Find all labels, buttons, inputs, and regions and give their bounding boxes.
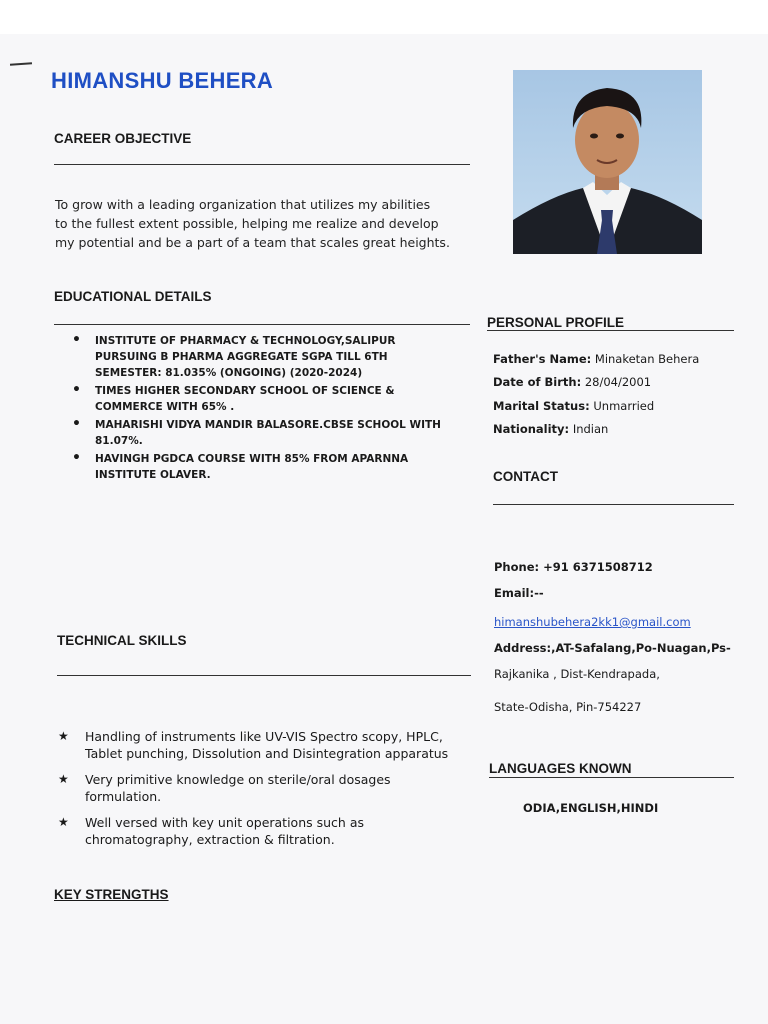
key-strengths-heading: KEY STRENGTHS — [54, 887, 169, 902]
skill-text: Well versed with key unit operations such as chromatography, extraction & filtration. — [85, 815, 364, 847]
father-label: Father's Name: — [493, 352, 592, 366]
profile-photo — [513, 70, 702, 254]
date-of-birth — [493, 375, 651, 389]
father-name — [493, 352, 699, 366]
career-line-2: to the fullest extent possible, helping me realize and develop — [55, 216, 439, 231]
address-line-3: State-Odisha, Pin-754227 — [494, 700, 642, 714]
education-heading: EDUCATIONAL DETAILS — [54, 289, 212, 304]
address-line-2: Rajkanika , Dist-Kendrapada, — [494, 667, 660, 681]
address-line-1: Address:,AT-Safalang,Po-Nuagan,Ps- — [494, 641, 731, 655]
profile-rule — [487, 330, 734, 331]
education-rule — [54, 324, 470, 325]
skill-item — [58, 814, 468, 848]
star-icon: ★ — [58, 815, 69, 829]
skill-text: Very primitive knowledge on sterile/oral dosages formulation. — [85, 772, 391, 804]
contact-heading: CONTACT — [493, 469, 558, 484]
career-line-1: To grow with a leading organization that utilizes my abilities — [55, 197, 431, 212]
skills-list — [58, 728, 468, 857]
skill-item — [58, 728, 468, 762]
education-list — [72, 333, 457, 485]
education-item: • MAHARISHI VIDYA MANDIR BALASORE.CBSE SCHOOL WITH 81.07%. — [72, 417, 457, 449]
email-link[interactable]: himanshubehera2kk1@gmail.com — [494, 615, 691, 629]
dob-label: Date of Birth: — [493, 375, 582, 389]
email-label: Email:-- — [494, 586, 544, 600]
skill-item — [58, 771, 468, 805]
marital-value: Unmarried — [593, 399, 655, 413]
nationality-value: Indian — [572, 422, 609, 436]
nationality — [493, 422, 608, 436]
pen-mark — [10, 62, 32, 66]
phone: Phone: +91 6371508712 — [494, 560, 653, 574]
father-value: Minaketan Behera — [594, 352, 700, 366]
marital-label: Marital Status: — [493, 399, 590, 413]
star-icon: ★ — [58, 729, 69, 743]
career-objective-text — [55, 195, 475, 252]
dob-value: 28/04/2001 — [584, 375, 652, 389]
education-item: • HAVINGH PGDCA COURSE WITH 85% FROM APARNNA INSTITUTE OLAVER. — [72, 451, 457, 483]
candidate-name: HIMANSHU BEHERA — [51, 68, 274, 93]
marital-status — [493, 399, 654, 413]
education-item: • INSTITUTE OF PHARMACY & TECHNOLOGY,SALIPUR PURSUING B PHARMA AGGREGATE SGPA TILL 6TH SEMESTER: 81.035% (ONGOING) (2020-2024) — [72, 333, 457, 381]
contact-rule — [493, 504, 734, 505]
star-icon: ★ — [58, 772, 69, 786]
technical-skills-heading: TECHNICAL SKILLS — [57, 633, 187, 648]
personal-profile-heading: PERSONAL PROFILE — [487, 315, 625, 330]
career-rule — [54, 164, 470, 165]
languages-rule — [489, 777, 734, 778]
languages-list: ODIA,ENGLISH,HINDI — [523, 801, 659, 815]
top-margin — [0, 0, 768, 34]
languages-heading: LANGUAGES KNOWN — [489, 761, 632, 776]
skills-rule — [57, 675, 471, 676]
career-objective-heading: CAREER OBJECTIVE — [54, 131, 192, 146]
nationality-label: Nationality: — [493, 422, 570, 436]
education-item: • TIMES HIGHER SECONDARY SCHOOL OF SCIENCE & COMMERCE WITH 65% . — [72, 383, 457, 415]
skill-text: Handling of instruments like UV-VIS Spectro scopy, HPLC, Tablet punching, Dissolution and Disintegration apparatus — [85, 729, 449, 761]
career-line-3: my potential and be a part of a team that scales great heights. — [55, 235, 450, 250]
